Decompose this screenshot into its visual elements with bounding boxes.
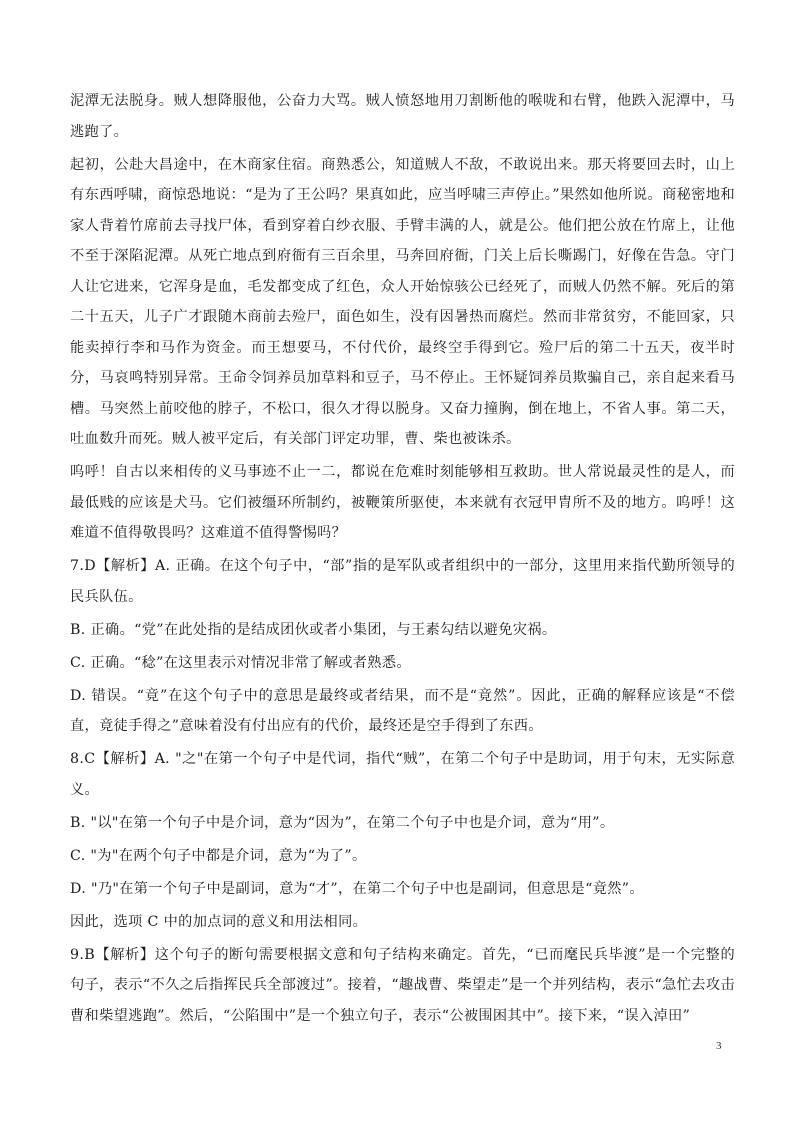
paragraph-story-main: 起初，公赴大昌途中，在木商家住宿。商熟悉公，知道贼人不敌，不敢说出来。那天将要回去时，山上有东西呼啸，商惊恐地说：“是为了王公吗？果真如此，应当呼啸三声停止。”果然如他所说。商秘密地和家人背着竹席前去寻找尸体，看到穿着白纱衣服、手臂丰满的人，就是公。他们把公放在竹席上，让他不至于深陷泥潭。从死亡地点到府衙有三百余里，马奔回府衙，门关上后长嘶踢门，好像在告急。守门人让它进来，它浑身是血，毛发都变成了红色，众人开始惊骇公已经死了，而贼人仍然不解。死后的第二十五天，儿子广才跟随木商前去殓尸，面色如生，没有因暑热而腐烂。然而非常贫穷，不能回家，只能卖掉行李和马作为资金。而王想要马，不付代价，最终空手得到它。殓尸后的第二十五天，夜半时分，马哀鸣特别异常。王命令饲养员加草料和豆子，马不停止。王怀疑饲养员欺骗自己，亲自起来看马槽。马突然上前咬他的脖子，不松口，很久才得以脱身。又奋力撞胸，倒在地上，不省人事。第二天，吐血数升而死。贼人被平定后，有关部门评定功罪，曹、柴也被诛杀。 [70, 156, 735, 447]
answer-7-a: 7.D【解析】A. 正确。在这个句子中，“部”指的是军队或者组织中的一部分，这里用来指代勤所领导的民兵队伍。 [70, 558, 735, 605]
answer-8-conclusion: 因此，选项 C 中的加点词的意义和用法相同。 [70, 913, 368, 930]
answer-8-d: D. "乃"在第一个句子中是副词，意为“才”，在第二个句子中也是副词，但意思是“竟然”。 [70, 880, 644, 897]
answer-8-a: 8.C【解析】A. "之"在第一个句子中是代词，指代“贼”，在第二个句子中是助词，用于句末，无实际意义。 [70, 751, 735, 798]
paragraph-story-ending: 泥潭无法脱身。贼人想降服他，公奋力大骂。贼人愤怒地用刀割断他的喉咙和右臂，他跌入泥潭中，马逃跑了。 [70, 93, 735, 140]
answer-9: 9.B【解析】这个句子的断句需要根据文意和句子结构来确定。首先，“已而麾民兵毕渡”是一个完整的句子，表示“不久之后指挥民兵全部渡过”。接着，“趣战曹、柴望走”是一个并列结构，表示“急忙去攻击曹和柴望逃跑”。然后，“公陷围中”是一个独立句子，表示“公被围困其中”。接下来，“误入淖田” [70, 946, 735, 1024]
answer-7-c: C. 正确。“稔”在这里表示对情况非常了解或者熟悉。 [70, 654, 411, 671]
answer-7-b: B. 正确。“党”在此处指的是结成团伙或者小集团，与王素勾结以避免灾祸。 [70, 621, 557, 638]
page-content [70, 86, 735, 1034]
paragraph-story-comment: 呜呼！自古以来相传的义马事迹不止一二，都说在危难时刻能够相互救助。世人常说最灵性的是人，而最低贱的应该是犬马。它们被缰环所制约，被鞭策所驱使，本来就有衣冠甲胄所不及的地方。呜呼！这难道不值得敬畏吗？这难道不值得警惕吗？ [70, 464, 735, 541]
page-number: 3 [716, 1040, 722, 1052]
answer-8-b: B. "以"在第一个句子中是介词，意为“因为”，在第二个句子中也是介词，意为“用”。 [70, 814, 615, 831]
answer-7-d: D. 错误。“竟”在这个句子中的意思是最终或者结果，而不是“竟然”。因此，正确的解释应该是“不偿直，竟徒手得之”意味着没有付出应有的代价，最终还是空手得到了东西。 [70, 687, 735, 734]
answer-8-c: C. "为"在两个句子中都是介词，意为“为了”。 [70, 847, 367, 864]
